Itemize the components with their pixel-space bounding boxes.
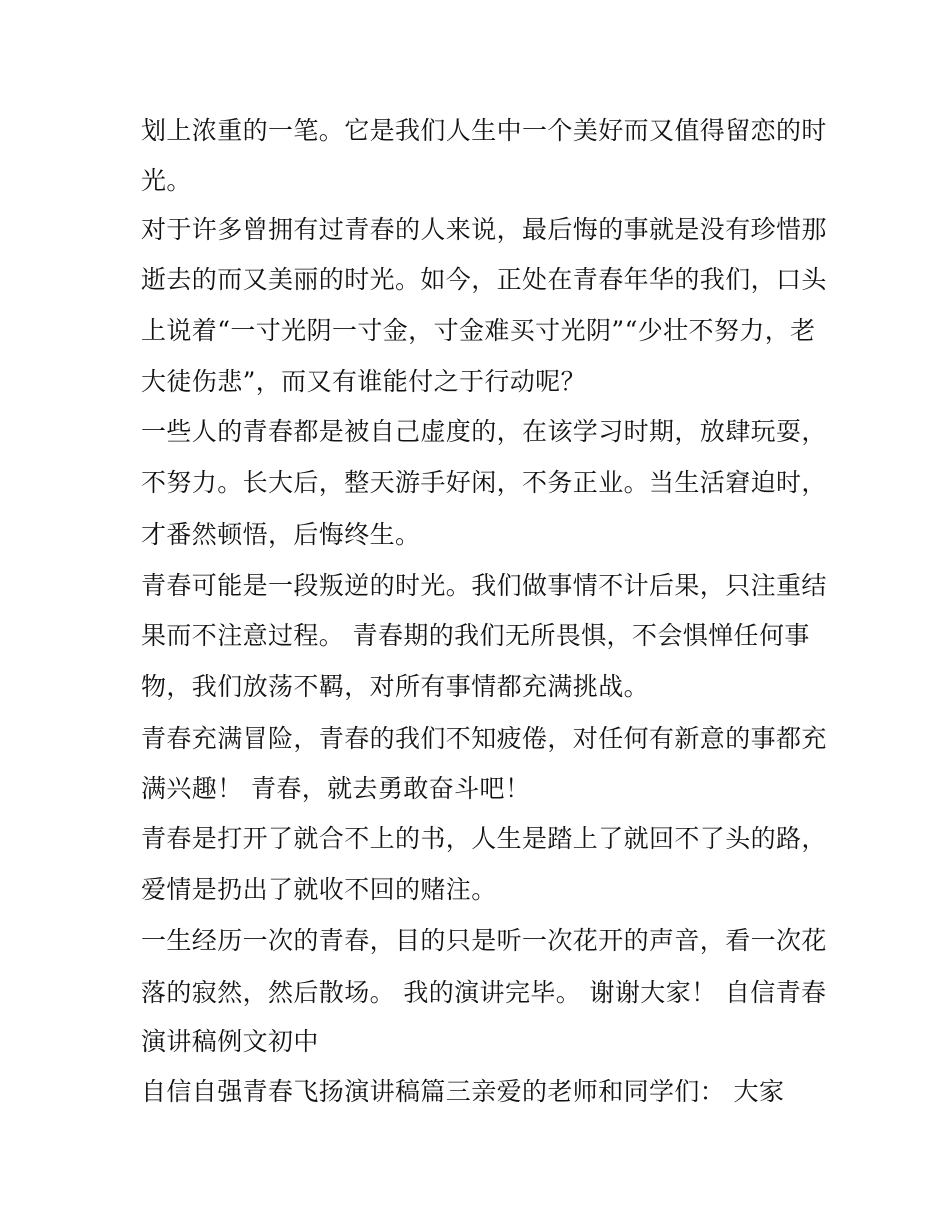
text-line: 爱情是扔出了就收不回的赌注。 [141, 875, 497, 904]
text-line: 一生经历一次的青春，目的只是听一次花开的声音，看一次花 [141, 926, 827, 955]
text-line: 逝去的而又美丽的时光。如今，正处在青春年华的我们，口头 [141, 265, 827, 294]
text-line: 不努力。长大后，整天游手好闲，不务正业。当生活窘迫时， [141, 468, 827, 497]
text-line: 才番然顿悟，后悔终生。 [141, 520, 421, 549]
text-line: 青春充满冒险，青春的我们不知疲倦，对任何有新意的事都充 [141, 724, 827, 753]
text-line: 对于许多曾拥有过青春的人来说，最后悔的事就是没有珍惜那 [141, 215, 827, 244]
text-line: 光。 [141, 166, 192, 195]
text-line: 演讲稿例文初中 [141, 1027, 319, 1056]
text-line: 大徒伤悲”，而又有谁能付之于行动呢？ [141, 367, 586, 396]
text-line: 上说着“一寸光阴一寸金，寸金难买寸光阴”“少壮不努力，老 [141, 316, 816, 345]
text-line: 划上浓重的一笔。它是我们人生中一个美好而又值得留恋的时 [141, 116, 827, 145]
text-line: 物，我们放荡不羁，对所有事情都充满挑战。 [141, 672, 650, 701]
text-line: 果而不注意过程。 青春期的我们无所畏惧，不会惧惮任何事 [141, 621, 810, 650]
text-line: 自信自强青春飞扬演讲稿篇三亲爱的老师和同学们： 大家 [141, 1077, 785, 1106]
text-line: 落的寂然，然后散场。 我的演讲完毕。 谢谢大家！ 自信青春 [141, 978, 827, 1007]
text-line: 青春是打开了就合不上的书，人生是踏上了就回不了头的路， [141, 824, 827, 853]
text-line: 一些人的青春都是被自己虚度的，在该学习时期，放肆玩耍， [141, 417, 827, 446]
text-line: 满兴趣！ 青春，就去勇敢奋斗吧！ [141, 774, 531, 803]
text-line: 青春可能是一段叛逆的时光。我们做事情不计后果，只注重结 [141, 571, 827, 600]
